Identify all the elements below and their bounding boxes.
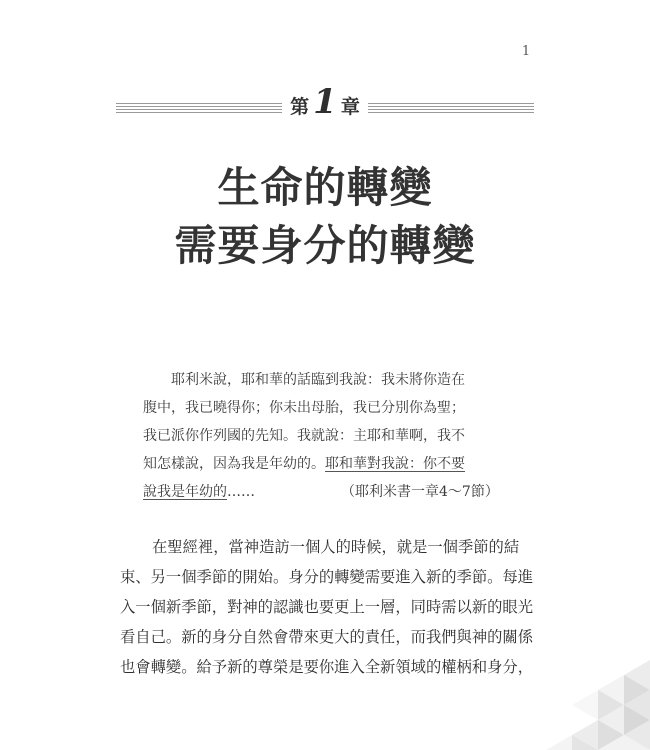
body-paragraph: [120, 532, 534, 682]
body-line: 束、另一個季節的開始。身分的轉變需要進入新的季節。每進: [120, 568, 534, 586]
triangle-pattern-icon: [540, 660, 650, 750]
quote-line: 腹中，我已曉得你；你未出母胎，我已分別你為聖；: [143, 400, 465, 416]
chapter-number: 1: [313, 82, 337, 122]
quote-ellipsis: ……: [227, 484, 255, 500]
scripture-quote: [143, 366, 508, 506]
scripture-reference: （耶利米書一章4～7節）: [341, 484, 499, 500]
quote-line: [143, 450, 508, 478]
chapter-prefix: 第: [290, 96, 310, 118]
body-line: 看自己。新的身分自然會帶來更大的責任，而我們與神的關係: [120, 628, 534, 646]
chapter-suffix: 章: [340, 96, 360, 118]
chapter-title-line-1: 生命的轉變: [217, 163, 433, 212]
body-line: 也會轉變。給予新的尊榮是要你進入全新領域的權柄和身分，: [120, 658, 534, 676]
quote-underlined-text: 耶和華對我說：你不要: [325, 456, 465, 472]
quote-text: 知怎樣說，因為我是年幼的。: [143, 456, 325, 472]
chapter-title-line-2: 需要身分的轉變: [174, 221, 476, 270]
chapter-rule-right: [368, 103, 534, 113]
chapter-rule-left: [116, 103, 282, 113]
body-line: 入一個新季節，對神的認識也要更上一層，同時需以新的眼光: [120, 598, 534, 616]
quote-line: 耶利米說，耶和華的話臨到我說：我未將你造在: [171, 372, 465, 388]
body-line: 在聖經裡，當神造訪一個人的時候，就是一個季節的結: [152, 538, 520, 556]
quote-line: 我已派你作列國的先知。我就說：主耶和華啊，我不: [143, 428, 465, 444]
page-number: 1: [521, 44, 531, 59]
quote-underlined-text: 說我是年幼的: [143, 484, 227, 500]
chapter-heading: [285, 82, 365, 126]
quote-line: [143, 478, 508, 506]
